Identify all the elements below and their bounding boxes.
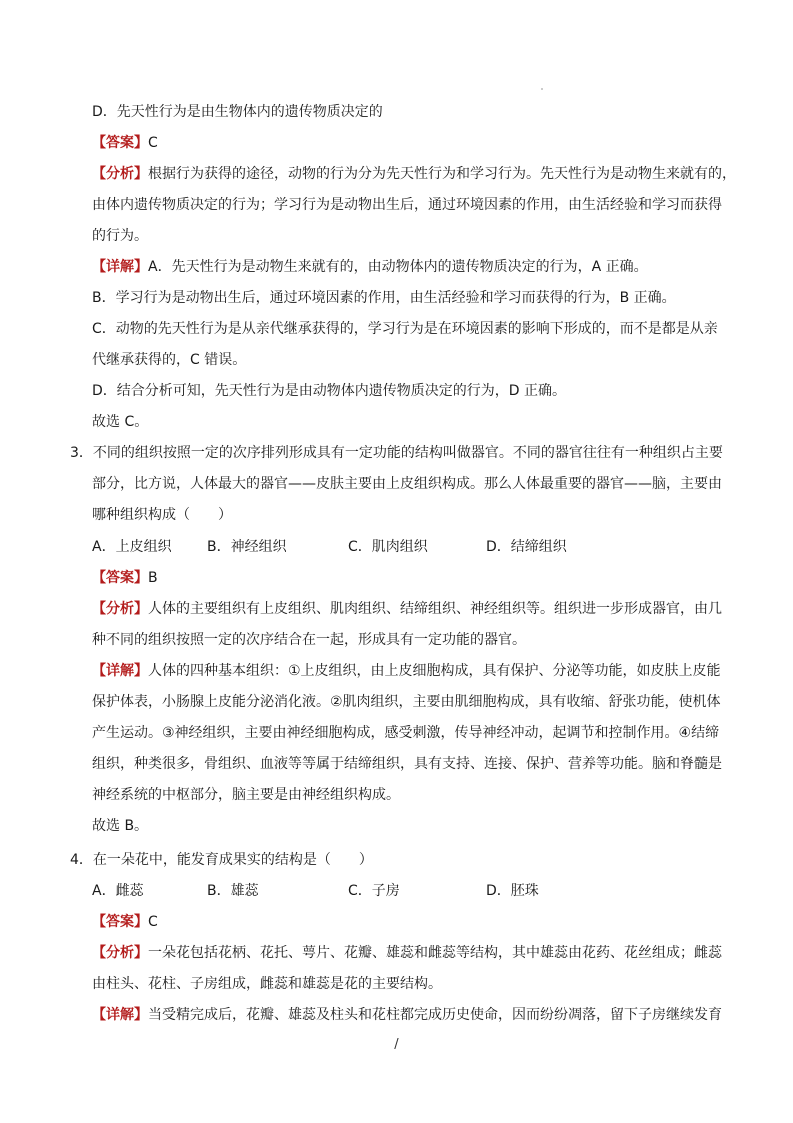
line-1: 【答案】C: [92, 135, 158, 151]
question-4-line-1: 4．在一朵花中，能发育成果实的结构是（ ）: [70, 852, 373, 868]
line-9: D．结合分析可知，先天性行为是由动物体内遗传物质决定的行为，D 正确。: [92, 383, 567, 399]
speck: [541, 88, 543, 90]
line-17: 种不同的组织按照一定的次序结合在一起，形成具有一定功能的器官。: [92, 632, 526, 648]
question-4-options: [92, 879, 731, 903]
option-a: A．上皮组织: [92, 539, 172, 555]
option-d: D．胚珠: [486, 883, 539, 899]
line-15: 【答案】B: [92, 570, 158, 586]
page-footer: /: [394, 1037, 399, 1052]
option-c: C．子房: [348, 883, 400, 899]
option-a: A．雌蕊: [92, 883, 144, 899]
line-28: 由柱头、花柱、子房组成，雌蕊和雄蕊是花的主要结构。: [92, 976, 442, 992]
question-3-line-3: 哪种组织构成（ ）: [92, 507, 232, 523]
question-3-options: [92, 535, 731, 559]
line-7: C．动物的先天性行为是从亲代继承获得的，学习行为是在环境因素的影响下形成的，而不是都是从亲: [92, 321, 718, 337]
line-3: 由体内遗传物质决定的行为；学习行为是动物出生后，通过环境因素的作用，由生活经验和学习而获得: [92, 197, 722, 213]
line-10: 故选 C。: [92, 414, 149, 430]
line-20: 产生运动。③神经组织，主要由神经细胞构成，感受刺激，传导神经冲动，起调节和控制作用。④结缔: [92, 725, 720, 741]
question-3-line-1: 3．不同的组织按照一定的次序排列形成具有一定功能的结构叫做器官。不同的器官往往有一种组织占主要: [70, 445, 723, 461]
line-23: 故选 B。: [92, 818, 149, 834]
line-16: 【分析】人体的主要组织有上皮组织、肌肉组织、结缔组织、神经组织等。组织进一步形成器官，由几: [92, 601, 722, 617]
option-d: D．结缔组织: [486, 539, 567, 555]
line-26: 【答案】C: [92, 914, 158, 930]
line-8: 代继承获得的，C 错误。: [92, 352, 247, 368]
line-19: 保护体表，小肠腺上皮能分泌消化液。②肌肉组织，主要由肌细胞构成，具有收缩、舒张功能，使机体: [92, 694, 721, 710]
line-6: B．学习行为是动物出生后，通过环境因素的作用，由生活经验和学习而获得的行为，B 正确。: [92, 290, 676, 306]
option-b: B．雄蕊: [207, 883, 259, 899]
line-18: 【详解】人体的四种基本组织：①上皮组织，由上皮细胞构成，具有保护、分泌等功能，如皮肤上皮能: [92, 663, 721, 679]
line-21: 组织，种类很多，骨组织、血液等等属于结缔组织，具有支持、连接、保护、营养等功能。脑和脊髓是: [92, 756, 722, 772]
line-22: 神经系统的中枢部分，脑主要是由神经组织构成。: [92, 787, 400, 803]
line-2: 【分析】根据行为获得的途径，动物的行为分为先天性行为和学习行为。先天性行为是动物生来就有的，: [92, 166, 736, 182]
line-4: 的行为。: [92, 228, 148, 244]
line-27: 【分析】一朵花包括花柄、花托、萼片、花瓣、雄蕊和雌蕊等结构，其中雄蕊由花药、花丝组成；雌蕊: [92, 945, 722, 961]
option-b: B．神经组织: [207, 539, 287, 555]
line-0: D．先天性行为是由生物体内的遗传物质决定的: [92, 104, 383, 120]
line-5: 【详解】A．先天性行为是动物生来就有的，由动物体内的遗传物质决定的行为，A 正确。: [92, 259, 648, 275]
question-3-line-2: 部分，比方说，人体最大的器官——皮肤主要由上皮组织构成。那么人体最重要的器官——脑，主要由: [92, 476, 722, 492]
line-29: 【详解】当受精完成后，花瓣、雄蕊及柱头和花柱都完成历史使命，因而纷纷凋落，留下子房继续发育: [92, 1007, 722, 1023]
option-c: C．肌肉组织: [348, 539, 428, 555]
